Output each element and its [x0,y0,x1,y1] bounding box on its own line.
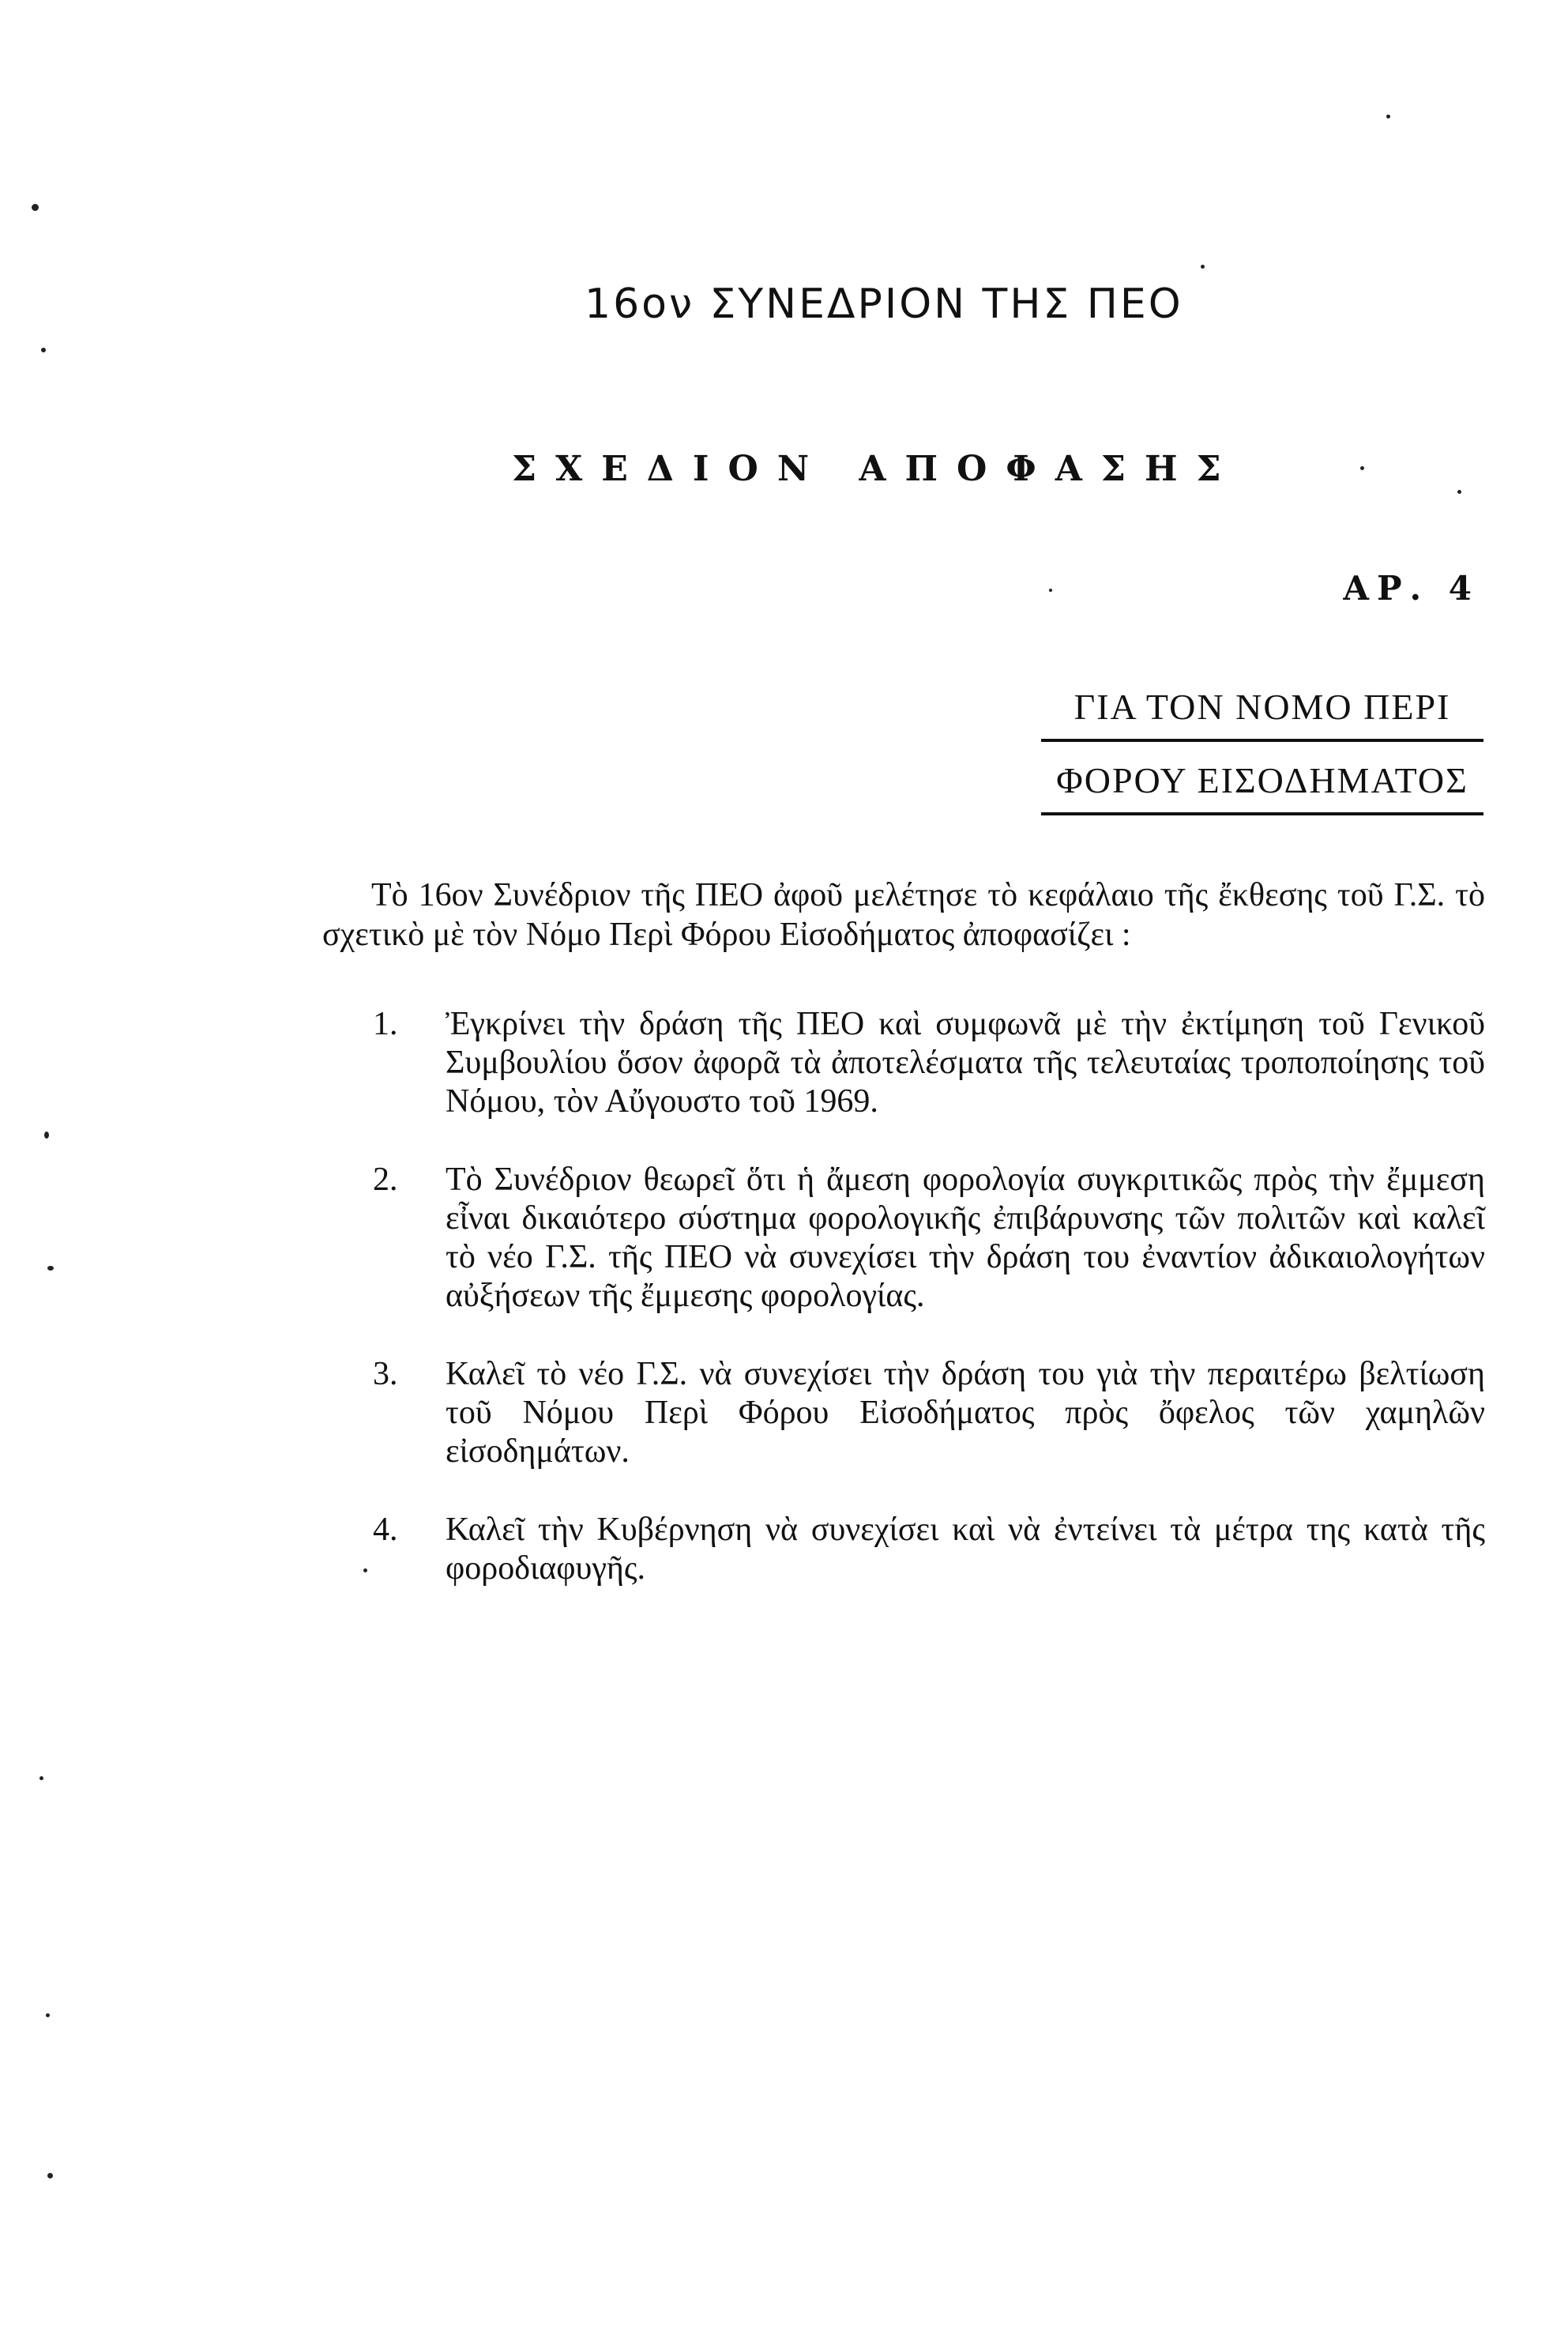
resolution-list [373,1005,1485,1628]
subject-line-2: ΦΟΡΟΥ ΕΙΣΟΔΗΜΑΤΟΣ [1041,759,1483,815]
scan-speck [41,348,46,352]
resolution-item [373,1511,1485,1588]
scan-speck [47,1266,54,1271]
item-number: 1. [373,1006,398,1042]
scan-speck [44,1131,49,1139]
resolution-item [373,1355,1485,1471]
item-number: 2. [373,1162,398,1198]
scan-speck [46,2013,50,2017]
item-text: Τὸ Συνέδριον θεωρεῖ ὅτι ἡ ἄμεση φορολογία συγκριτικῶς πρὸς τὴν ἔμμεση εἶναι δικαιότερο σύστημα φορολογικῆς ἐπιβάρυνσης τῶν πολιτῶν καὶ καλεῖ τὸ νέο Γ.Σ. τῆς ΠΕΟ νὰ συνεχίσει τὴν δράση του ἐναντίον ἀδικαιολογήτων αὐξήσεων τῆς ἔμμεσης φορολογίας. [446,1162,1485,1314]
scan-speck [39,1776,43,1780]
intro-paragraph: Τὸ 16ον Συνέδριον τῆς ΠΕΟ ἀφοῦ μελέτησε τὸ κεφάλαιο τῆς ἔκθεσης τοῦ Γ.Σ. τὸ σχετικὸ μὲ τὸν Νόμο Περὶ Φόρου Εἰσοδήματος ἀποφασίζει : [322,877,1485,953]
scan-speck [1360,466,1364,470]
resolution-item [373,1005,1485,1121]
item-number: 3. [373,1356,398,1392]
item-text: Καλεῖ τὴν Κυβέρνηση νὰ συνεχίσει καὶ νὰ ἐντείνει τὰ μέτρα της κατὰ τῆς φοροδιαφυγῆς. [446,1512,1485,1587]
congress-title: 16ον ΣΥΝΕΔΡΙΟΝ ΤΗΣ ΠΕΟ [585,281,1183,328]
scan-speck [1386,115,1390,119]
resolution-item [373,1161,1485,1316]
scan-speck [1049,589,1052,592]
scan-speck [1201,265,1205,269]
subject-line-1: ΓΙΑ ΤΟΝ ΝΟΜΟ ΠΕΡΙ [1041,686,1483,742]
item-number: 4. [373,1512,398,1548]
decision-number: ΑΡ. 4 [1343,569,1480,608]
scan-speck [47,2173,53,2178]
scan-speck [363,1568,367,1572]
scan-speck [32,204,39,211]
draft-decision-title: ΣΧΕΔΙΟΝ ΑΠΟΦΑΣΗΣ [512,449,1240,489]
item-text: Ἐγκρίνει τὴν δράση τῆς ΠΕΟ καὶ συμφωνᾶ μὲ τὴν ἐκτίμηση τοῦ Γενικοῦ Συμβουλίου ὅσον ἀφορᾶ τὰ ἀποτελέσματα τῆς τελευταίας τροποποίησης τοῦ Νόμου, τὸν Αὔγουστο τοῦ 1969. [446,1006,1485,1120]
item-text: Καλεῖ τὸ νέο Γ.Σ. νὰ συνεχίσει τὴν δράση του γιὰ τὴν περαιτέρω βελτίωση τοῦ Νόμου Περὶ Φόρου Εἰσοδήματος πρὸς ὄφελος τῶν χαμηλῶν εἰσοδημάτων. [446,1356,1485,1470]
subject-heading [1041,686,1483,833]
scan-speck [1457,490,1461,494]
